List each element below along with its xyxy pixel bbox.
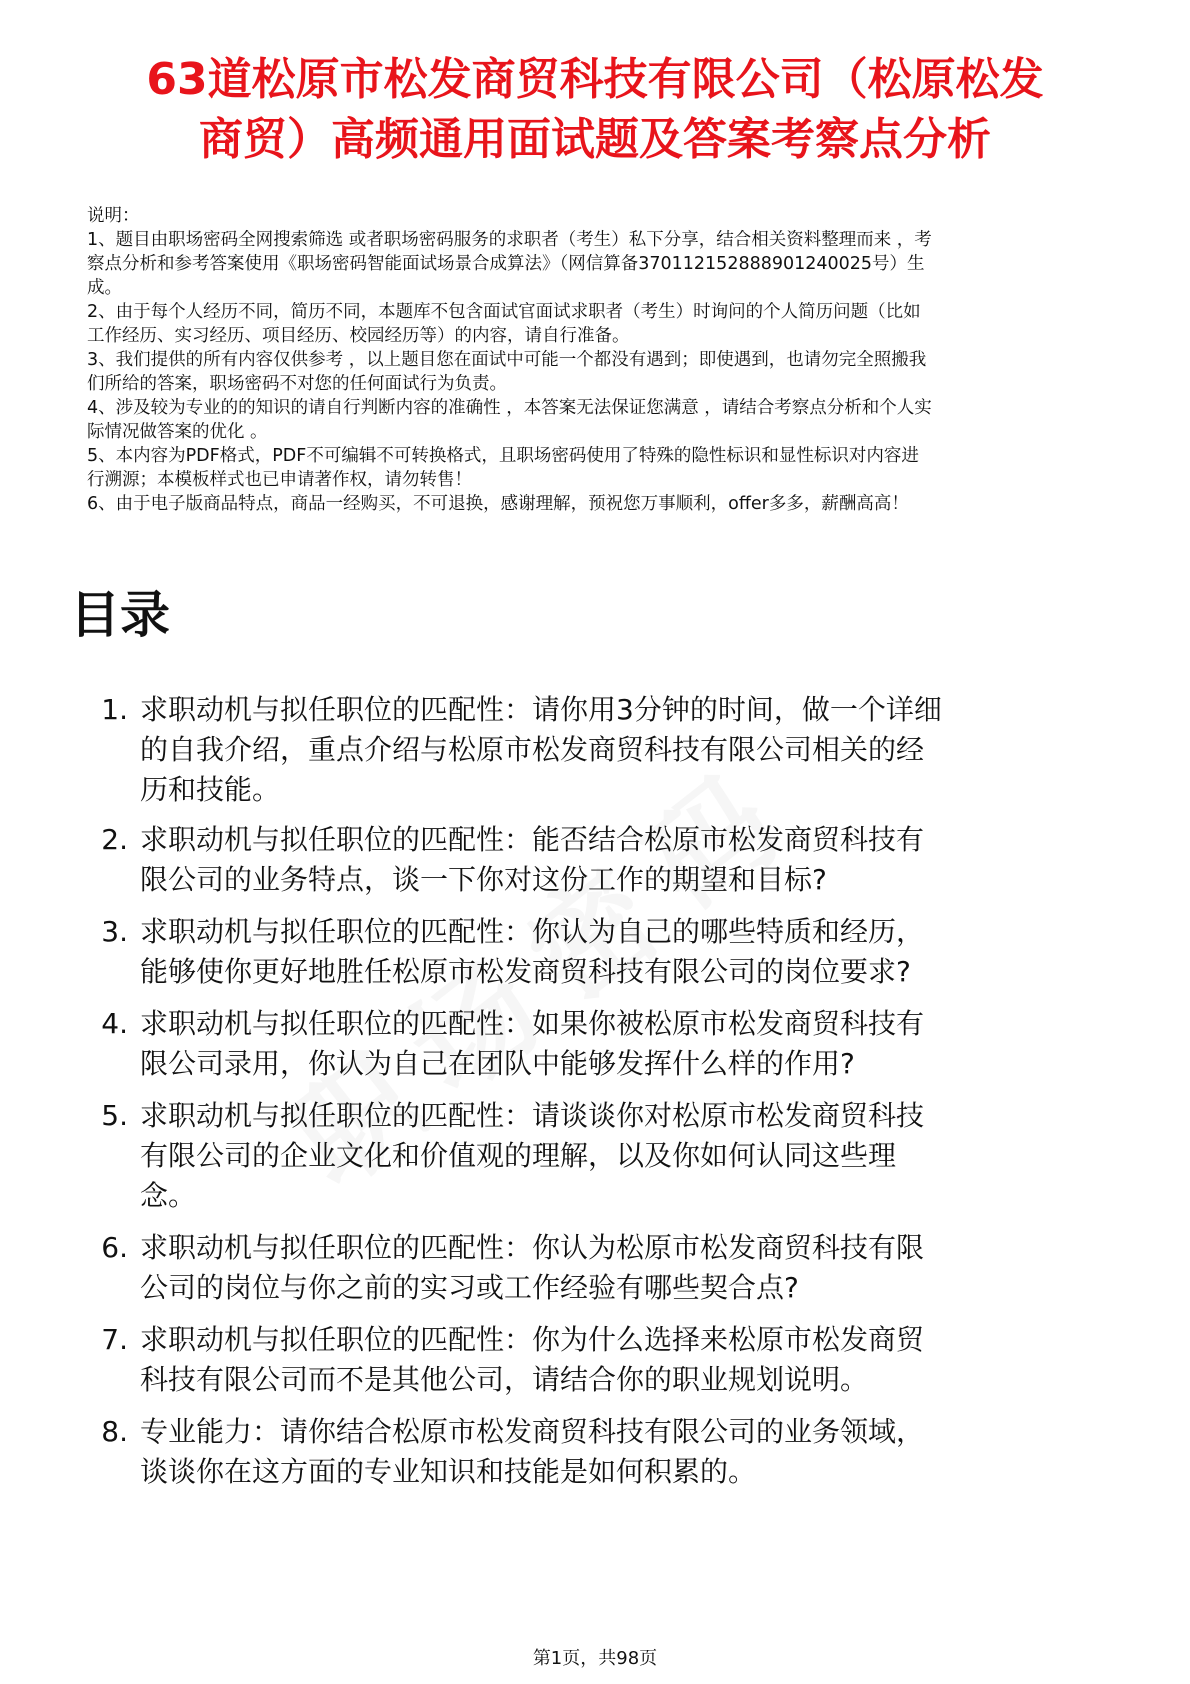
title-line-2: 商贸）高频通用面试题及答案考察点分析 <box>199 114 991 165</box>
toc-item-text <box>140 1004 1120 1084</box>
toc-item-5[interactable] <box>70 1096 1120 1216</box>
toc-line: 求职动机与拟任职位的匹配性：能否结合松原市松发商贸科技有 <box>140 823 925 856</box>
toc-item-number: 7. <box>101 1323 128 1356</box>
notes-section <box>87 204 1117 516</box>
toc-line: 能够使你更好地胜任松原市松发商贸科技有限公司的岗位要求? <box>140 955 911 988</box>
toc-item-6[interactable] <box>70 1228 1120 1308</box>
toc-line: 有限公司的企业文化和价值观的理解，以及你如何认同这些理 <box>140 1139 897 1172</box>
toc-item-number: 6. <box>101 1231 128 1264</box>
toc-item-number: 1. <box>101 693 128 726</box>
notes-line: 工作经历、实习经历、项目经历、校园经历等）的内容，请自行准备。 <box>87 326 630 346</box>
toc-item-text <box>140 690 1120 810</box>
toc-line: 科技有限公司而不是其他公司，请结合你的职业规划说明。 <box>140 1363 869 1396</box>
notes-line: 际情况做答案的优化 。 <box>87 422 268 442</box>
toc-item-number: 3. <box>101 915 128 948</box>
toc-item-text <box>140 820 1120 900</box>
toc-line: 念。 <box>140 1179 197 1212</box>
toc-item-text <box>140 1096 1120 1216</box>
toc-item-4[interactable] <box>70 1004 1120 1084</box>
page-number-footer: 第1页，共98页 <box>532 1648 658 1669</box>
notes-line: 6、由于电子版商品特点，商品一经购买，不可退换，感谢理解，预祝您万事顺利，offer多多，薪酬高高！ <box>87 494 909 514</box>
notes-heading: 说明： <box>87 206 140 226</box>
notes-line: 4、涉及较为专业的的知识的请自行判断内容的准确性 ，本答案无法保证您满意 ，请结合考察点分析和个人实 <box>87 398 932 418</box>
toc-heading: 目录 <box>70 586 170 644</box>
toc-line: 的自我介绍，重点介绍与松原市松发商贸科技有限公司相关的经 <box>140 733 925 766</box>
toc-item-3[interactable] <box>70 912 1120 992</box>
toc-item-number: 8. <box>101 1415 128 1448</box>
toc-line: 求职动机与拟任职位的匹配性：你为什么选择来松原市松发商贸 <box>140 1323 925 1356</box>
toc-item-number: 2. <box>101 823 128 856</box>
toc-line: 限公司录用，你认为自己在团队中能够发挥什么样的作用? <box>140 1047 855 1080</box>
toc-line: 求职动机与拟任职位的匹配性：你认为松原市松发商贸科技有限 <box>140 1231 925 1264</box>
notes-line: 2、由于每个人经历不同，简历不同，本题库不包含面试官面试求职者（考生）时询问的个人简历问题（比如 <box>87 302 921 322</box>
toc-list <box>70 690 1120 1492</box>
toc-line: 求职动机与拟任职位的匹配性：如果你被松原市松发商贸科技有 <box>140 1007 925 1040</box>
toc-item-1[interactable] <box>70 690 1120 810</box>
toc-line: 限公司的业务特点，谈一下你对这份工作的期望和目标? <box>140 863 827 896</box>
toc-line: 谈谈你在这方面的专业知识和技能是如何积累的。 <box>140 1455 757 1488</box>
toc-item-8[interactable] <box>70 1412 1120 1492</box>
toc-item-7[interactable] <box>70 1320 1120 1400</box>
toc-item-text <box>140 1412 1120 1492</box>
toc-item-text <box>140 1320 1120 1400</box>
toc-line: 公司的岗位与你之前的实习或工作经验有哪些契合点? <box>140 1271 799 1304</box>
toc-line: 专业能力：请你结合松原市松发商贸科技有限公司的业务领域， <box>140 1415 925 1448</box>
toc-line: 求职动机与拟任职位的匹配性：请你用3分钟的时间，做一个详细 <box>140 693 942 726</box>
page-title <box>60 50 1130 170</box>
notes-line: 3、我们提供的所有内容仅供参考 ，以上题目您在面试中可能一个都没有遇到；即使遇到，也请勿完全照搬我 <box>87 350 927 370</box>
toc-item-number: 5. <box>101 1099 128 1132</box>
toc-item-text <box>140 1228 1120 1308</box>
toc-item-2[interactable] <box>70 820 1120 900</box>
notes-line: 们所给的答案，职场密码不对您的任何面试行为负责。 <box>87 374 507 394</box>
toc-line: 求职动机与拟任职位的匹配性：你认为自己的哪些特质和经历， <box>140 915 925 948</box>
notes-line: 成。 <box>87 278 122 298</box>
toc-line: 求职动机与拟任职位的匹配性：请谈谈你对松原市松发商贸科技 <box>140 1099 925 1132</box>
notes-line: 1、题目由职场密码全网搜索筛选 或者职场密码服务的求职者（考生）私下分享，结合相关资料整理而来 ，考 <box>87 230 932 250</box>
toc-item-text <box>140 912 1120 992</box>
toc-line: 历和技能。 <box>140 773 281 806</box>
notes-line: 行溯源；本模板样式也已申请著作权，请勿转售！ <box>87 470 472 490</box>
notes-line: 察点分析和参考答案使用《职场密码智能面试场景合成算法》（网信算备370112152888901240025号）生 <box>87 254 925 274</box>
title-line-1: 63道松原市松发商贸科技有限公司（松原松发 <box>146 54 1044 105</box>
notes-line: 5、本内容为PDF格式，PDF不可编辑不可转换格式，且职场密码使用了特殊的隐性标识和显性标识对内容进 <box>87 446 919 466</box>
toc-item-number: 4. <box>101 1007 128 1040</box>
